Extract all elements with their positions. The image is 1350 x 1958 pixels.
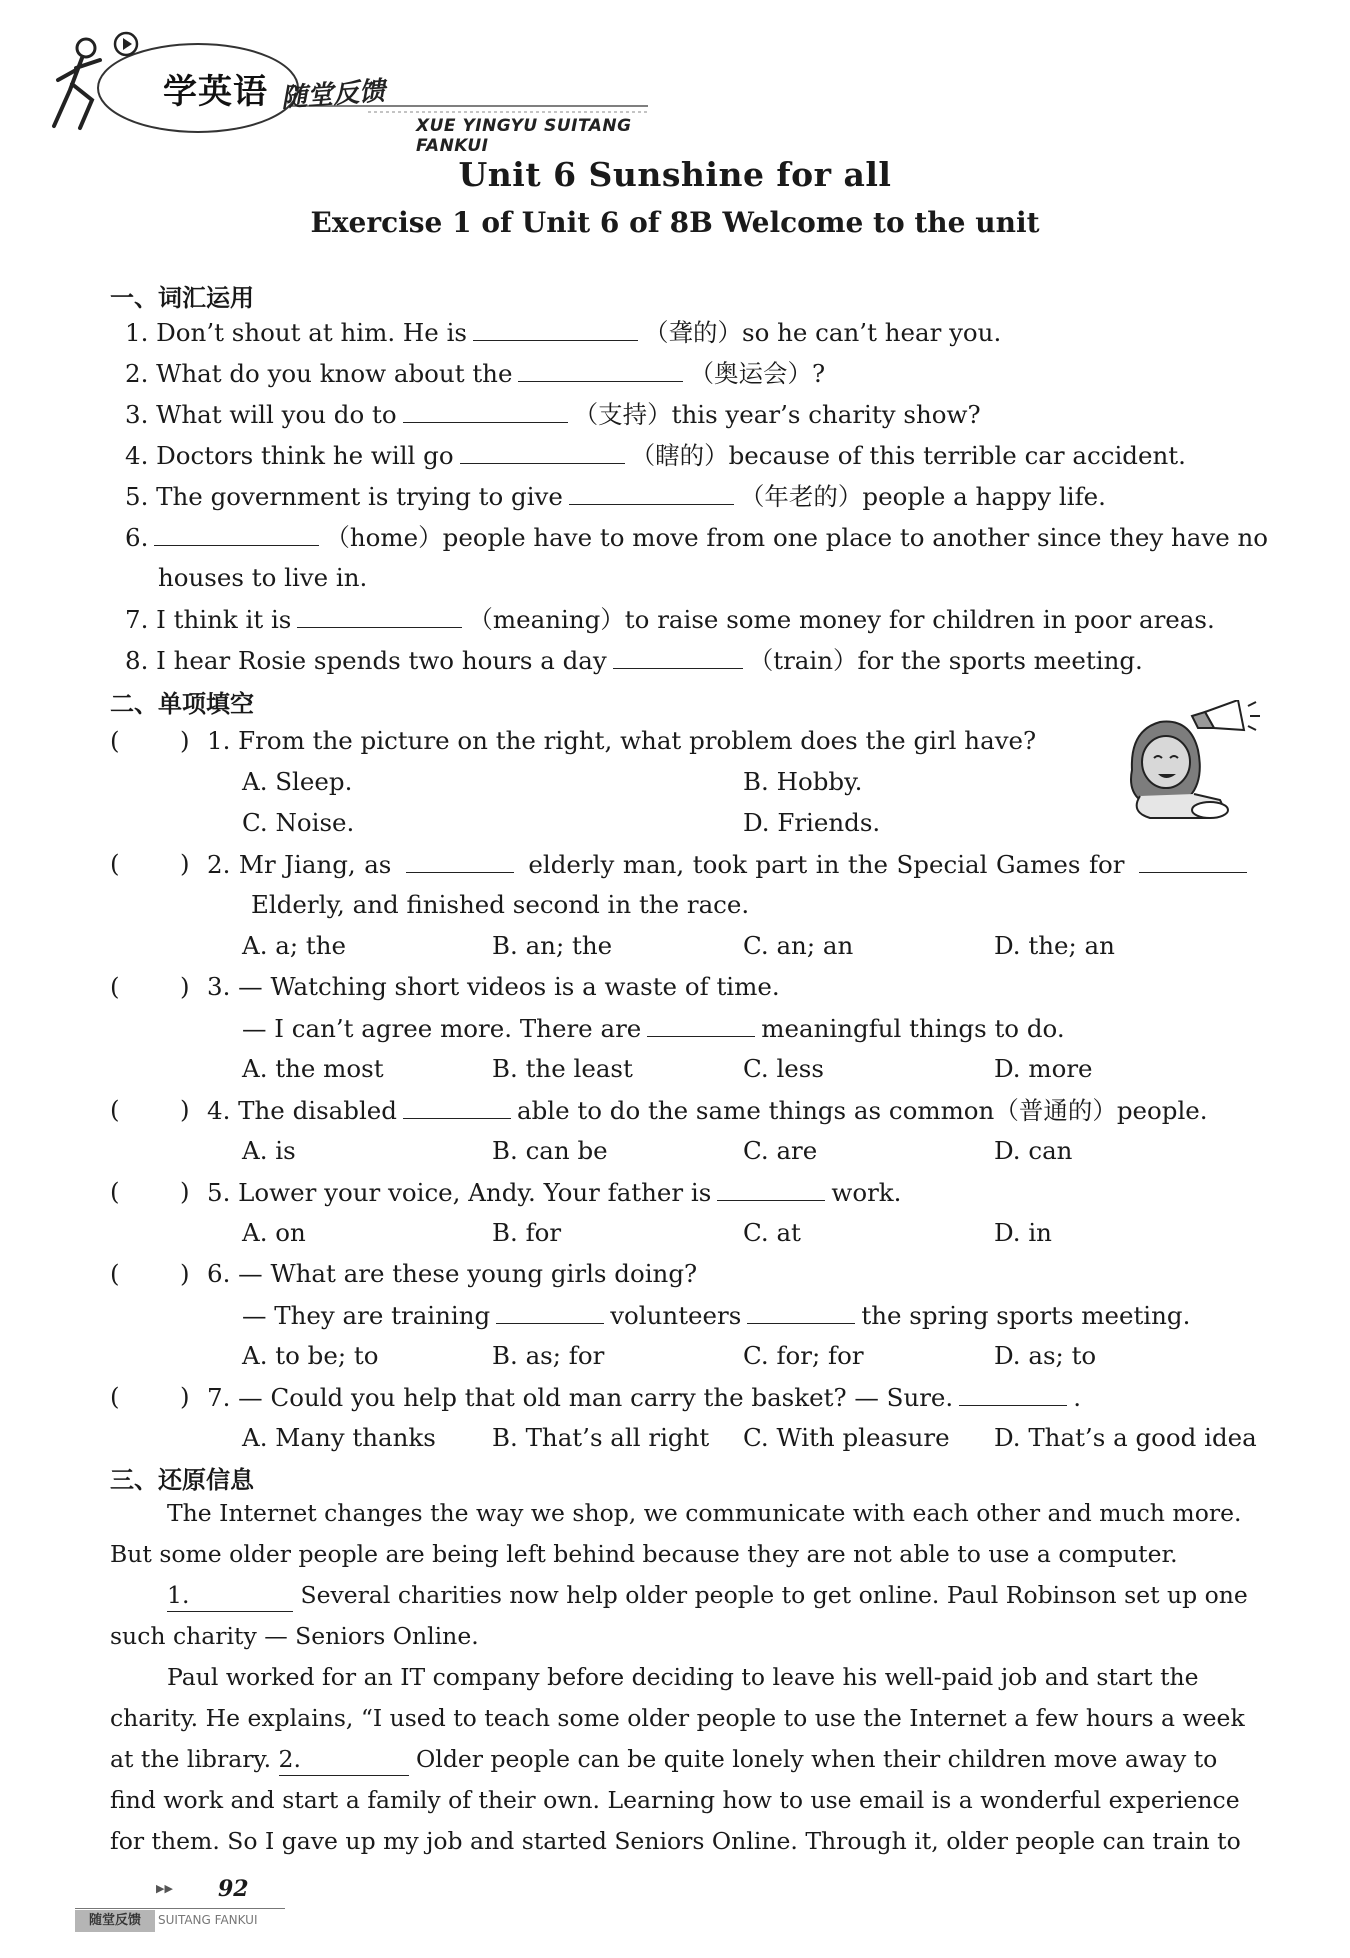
- answer-paren-close: ): [180, 726, 190, 755]
- page-number: 92: [218, 1876, 249, 1902]
- passage-blank-2[interactable]: 2.: [279, 1743, 409, 1776]
- answer-paren-open: (: [110, 1259, 120, 1288]
- answer-paren-open: (: [110, 726, 120, 755]
- mcq-4-option-a[interactable]: A. is: [242, 1136, 296, 1165]
- passage-line: The Internet changes the way we shop, we communicate with each other and much more.: [167, 1499, 1242, 1527]
- section-1-heading: 一、词汇运用: [110, 284, 254, 312]
- vocab-item-6: 6. （home）people have to move from one place to another since they have no: [125, 523, 1269, 552]
- vocab-item-2: 2. What do you know about the （奥运会）?: [125, 359, 826, 388]
- mcq-1-option-c[interactable]: C. Noise.: [242, 808, 355, 837]
- mcq-4-option-b[interactable]: B. can be: [492, 1136, 608, 1165]
- answer-paren-open: (: [110, 1095, 120, 1124]
- answer-blank[interactable]: [403, 1094, 511, 1119]
- vocab-item-4: 4. Doctors think he will go （瞎的）because of this terrible car accident.: [125, 441, 1186, 470]
- passage-line: charity. He explains, “I used to teach some older people to use the Internet a few hours a week: [110, 1704, 1245, 1732]
- mcq-5-option-b[interactable]: B. for: [492, 1218, 562, 1247]
- answer-blank[interactable]: [613, 644, 743, 669]
- answer-blank[interactable]: [647, 1012, 755, 1037]
- answer-paren-close: ): [180, 849, 190, 878]
- vocab-item-1: 1. Don’t shout at him. He is （聋的）so he can’t hear you.: [125, 318, 1002, 347]
- answer-blank[interactable]: [747, 1299, 855, 1324]
- mcq-6-option-c[interactable]: C. for; for: [743, 1341, 864, 1370]
- answer-paren-open: (: [110, 1177, 120, 1206]
- footer-en-label: SUITANG FANKUI: [158, 1913, 258, 1927]
- passage-line: 1. Several charities now help older people to get online. Paul Robinson set up one: [167, 1579, 1248, 1612]
- answer-paren-open: (: [110, 1382, 120, 1411]
- mcq-4-option-d[interactable]: D. can: [994, 1136, 1073, 1165]
- mcq-6-stem: 6. — What are these young girls doing?: [207, 1259, 698, 1288]
- mcq-2-option-a[interactable]: A. a; the: [242, 931, 347, 960]
- answer-blank[interactable]: [297, 603, 462, 628]
- mcq-6-option-b[interactable]: B. as; for: [492, 1341, 605, 1370]
- mcq-5-option-d[interactable]: D. in: [994, 1218, 1052, 1247]
- mcq-6-option-d[interactable]: D. as; to: [994, 1341, 1097, 1370]
- answer-blank[interactable]: [406, 848, 514, 873]
- mcq-3-option-a[interactable]: A. the most: [242, 1054, 384, 1083]
- exercise-title: Exercise 1 of Unit 6 of 8B Welcome to the unit: [310, 206, 1040, 239]
- answer-blank[interactable]: [717, 1176, 825, 1201]
- mcq-2-stem-continued: Elderly, and finished second in the race.: [251, 890, 750, 919]
- passage-line: at the library. 2. Older people can be quite lonely when their children move away to: [110, 1743, 1217, 1776]
- book-header: [48, 28, 658, 156]
- girl-with-noise-picture: [1110, 700, 1260, 830]
- answer-blank[interactable]: [154, 521, 319, 546]
- answer-blank[interactable]: [569, 480, 734, 505]
- answer-blank[interactable]: [1139, 848, 1247, 873]
- mcq-2-option-b[interactable]: B. an; the: [492, 931, 613, 960]
- mcq-5-option-a[interactable]: A. on: [242, 1218, 306, 1247]
- mcq-1-option-a[interactable]: A. Sleep.: [242, 767, 353, 796]
- mcq-7-option-c[interactable]: C. With pleasure: [743, 1423, 950, 1452]
- page-arrows-icon: ▶▶: [156, 1882, 173, 1895]
- mcq-7-option-d[interactable]: D. That’s a good idea: [994, 1423, 1257, 1452]
- footer-label: 随堂反馈: [75, 1910, 155, 1932]
- passage-line: such charity — Seniors Online.: [110, 1622, 479, 1650]
- mcq-7-option-a[interactable]: A. Many thanks: [242, 1423, 436, 1452]
- answer-paren-close: ): [180, 1259, 190, 1288]
- mcq-2-option-d[interactable]: D. the; an: [994, 931, 1115, 960]
- unit-title: Unit 6 Sunshine for all: [458, 155, 892, 194]
- mcq-7-stem: 7. — Could you help that old man carry the basket? — Sure. .: [207, 1383, 1082, 1412]
- section-3-heading: 三、还原信息: [110, 1466, 254, 1494]
- answer-paren-open: (: [110, 972, 120, 1001]
- mcq-3-stem-continued: — I can’t agree more. There are meaningful things to do.: [242, 1014, 1065, 1043]
- mcq-3-stem: 3. — Watching short videos is a waste of time.: [207, 972, 780, 1001]
- mcq-5-option-c[interactable]: C. at: [743, 1218, 801, 1247]
- answer-paren-close: ): [180, 1382, 190, 1411]
- mcq-3-option-d[interactable]: D. more: [994, 1054, 1093, 1083]
- answer-blank[interactable]: [518, 357, 683, 382]
- mcq-3-option-b[interactable]: B. the least: [492, 1054, 633, 1083]
- mcq-5-stem: 5. Lower your voice, Andy. Your father is work.: [207, 1178, 902, 1207]
- answer-paren-open: (: [110, 849, 120, 878]
- mcq-7-option-b[interactable]: B. That’s all right: [492, 1423, 710, 1452]
- vocab-item-6-continued: houses to live in.: [158, 563, 368, 592]
- section-2-heading: 二、单项填空: [110, 690, 254, 718]
- header-cn-title: 学英语: [163, 72, 268, 112]
- passage-line: find work and start a family of their own. Learning how to use email is a wonderful experience: [110, 1786, 1240, 1814]
- answer-paren-close: ): [180, 972, 190, 1001]
- footer-divider: [75, 1908, 285, 1909]
- answer-blank[interactable]: [460, 439, 625, 464]
- answer-paren-close: ): [180, 1177, 190, 1206]
- answer-blank[interactable]: [496, 1299, 604, 1324]
- vocab-item-8: 8. I hear Rosie spends two hours a day （train）for the sports meeting.: [125, 646, 1143, 675]
- vocab-item-7: 7. I think it is （meaning）to raise some money for children in poor areas.: [125, 605, 1215, 634]
- mcq-6-option-a[interactable]: A. to be; to: [242, 1341, 379, 1370]
- mcq-4-stem: 4. The disabled able to do the same things as common（普通的）people.: [207, 1096, 1208, 1125]
- answer-paren-close: ): [180, 1095, 190, 1124]
- mcq-1-option-d[interactable]: D. Friends.: [743, 808, 881, 837]
- mcq-1-option-b[interactable]: B. Hobby.: [743, 767, 863, 796]
- header-en-subtitle: XUE YINGYU SUITANG FANKUI: [416, 116, 632, 156]
- header-cn-subtitle: 随堂反馈: [280, 76, 387, 114]
- mcq-2-option-c[interactable]: C. an; an: [743, 931, 854, 960]
- mcq-3-option-c[interactable]: C. less: [743, 1054, 824, 1083]
- answer-blank[interactable]: [959, 1381, 1067, 1406]
- mcq-1-stem: 1. From the picture on the right, what problem does the girl have?: [207, 726, 1037, 755]
- passage-blank-1[interactable]: 1.: [167, 1579, 293, 1612]
- passage-line: But some older people are being left behind because they are not able to use a computer.: [110, 1540, 1178, 1568]
- mcq-2-stem: 2. Mr Jiang, as elderly man, took part in the Special Games for: [207, 848, 1253, 881]
- mcq-6-stem-continued: — They are training volunteers the spring sports meeting.: [242, 1301, 1191, 1330]
- answer-blank[interactable]: [473, 316, 638, 341]
- passage-line: Paul worked for an IT company before deciding to leave his well-paid job and start the: [167, 1663, 1199, 1691]
- mcq-4-option-c[interactable]: C. are: [743, 1136, 818, 1165]
- passage-line: for them. So I gave up my job and started Seniors Online. Through it, older people can train to: [110, 1827, 1241, 1855]
- vocab-item-5: 5. The government is trying to give （年老的）people a happy life.: [125, 482, 1106, 511]
- answer-blank[interactable]: [403, 398, 568, 423]
- vocab-item-3: 3. What will you do to （支持）this year’s charity show?: [125, 400, 981, 429]
